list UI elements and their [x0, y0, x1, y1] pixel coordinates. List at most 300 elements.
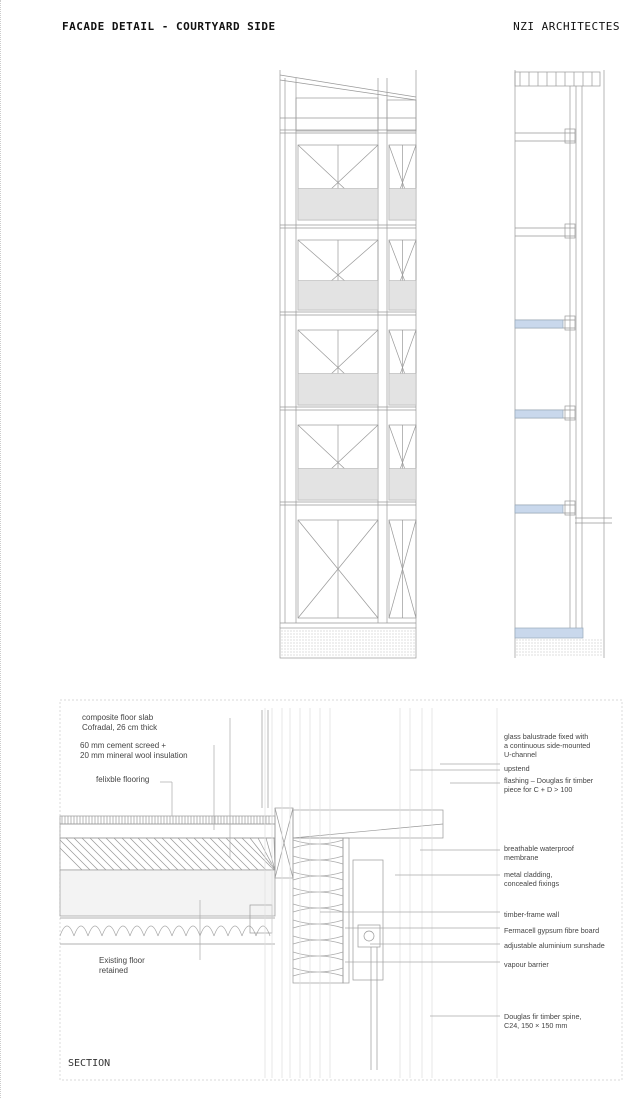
- ground-dot: [520, 640, 521, 641]
- label-timber-frame: timber-frame wall: [504, 910, 560, 919]
- ground-dot: [330, 649, 331, 650]
- hatch: [60, 840, 90, 870]
- hatch: [250, 838, 275, 870]
- ground-dot: [369, 631, 370, 632]
- ground-dot: [297, 637, 298, 638]
- ground-dot: [550, 643, 551, 644]
- ground-dot: [282, 643, 283, 644]
- ground-dot: [547, 649, 548, 650]
- ground-dot: [384, 634, 385, 635]
- ground-dot: [381, 652, 382, 653]
- ground-dot: [333, 640, 334, 641]
- window-swing: [338, 240, 378, 275]
- ground-dot: [556, 649, 557, 650]
- ground-dot: [312, 643, 313, 644]
- ground-dot: [342, 637, 343, 638]
- ground-dot: [354, 652, 355, 653]
- ground-dot: [405, 631, 406, 632]
- ground-dot: [556, 655, 557, 656]
- ground-dot: [342, 631, 343, 632]
- ground-dot: [348, 652, 349, 653]
- ground-dot: [336, 646, 337, 647]
- ground-dot: [565, 643, 566, 644]
- ground-dot: [553, 640, 554, 641]
- ground-dot: [324, 631, 325, 632]
- ground-dot: [324, 652, 325, 653]
- spandrel-panel: [389, 281, 416, 310]
- ground-dot: [408, 649, 409, 650]
- ground-dot: [348, 646, 349, 647]
- ground-dot: [369, 637, 370, 638]
- ground-dot: [306, 655, 307, 656]
- ground-dot: [408, 640, 409, 641]
- ground-dot: [339, 652, 340, 653]
- ground-dot: [553, 649, 554, 650]
- hatch: [138, 838, 170, 870]
- ground-dot: [381, 640, 382, 641]
- ground-dot: [529, 649, 530, 650]
- ground-dot: [598, 649, 599, 650]
- ground-dot: [559, 649, 560, 650]
- ground-dot: [291, 643, 292, 644]
- ground-dot: [390, 643, 391, 644]
- spandrel-panel: [389, 469, 416, 501]
- ground-dot: [285, 649, 286, 650]
- ground-dot: [330, 655, 331, 656]
- ground-dot: [297, 634, 298, 635]
- ground-dot: [303, 634, 304, 635]
- ground-dot: [300, 640, 301, 641]
- ground-dot: [297, 649, 298, 650]
- window-swing: [298, 240, 338, 275]
- roof-parapet: [515, 72, 600, 86]
- ground-dot: [396, 652, 397, 653]
- ground-dot: [399, 634, 400, 635]
- ground-dot: [288, 634, 289, 635]
- ground-dot: [414, 649, 415, 650]
- ground-dot: [282, 649, 283, 650]
- ground-dot: [357, 634, 358, 635]
- ground-dot: [378, 643, 379, 644]
- ground-dot: [568, 640, 569, 641]
- ground-dot: [345, 640, 346, 641]
- ground-dot: [523, 655, 524, 656]
- ground-dot: [408, 631, 409, 632]
- ground-dot: [294, 643, 295, 644]
- ground-dot: [405, 649, 406, 650]
- hatch: [146, 838, 178, 870]
- ground-dot: [378, 655, 379, 656]
- window-swing: [338, 145, 378, 183]
- label-floor-slab: composite floor slab Cofradal, 26 cm thick: [82, 713, 158, 732]
- ground-dot: [402, 652, 403, 653]
- top-window: [387, 100, 416, 131]
- ground-dot: [580, 649, 581, 650]
- ground-dot: [348, 643, 349, 644]
- ground-dot: [414, 655, 415, 656]
- ground-dot: [562, 652, 563, 653]
- label-flashing: flashing – Douglas fir timber piece for C + D > 100: [504, 776, 594, 794]
- ground-dot: [535, 655, 536, 656]
- ground-dot: [532, 646, 533, 647]
- facade-section: [515, 70, 612, 658]
- ground-dot: [363, 649, 364, 650]
- ground-dot: [336, 649, 337, 650]
- ground-dot: [411, 637, 412, 638]
- ground-dot: [291, 646, 292, 647]
- ground-dot: [318, 634, 319, 635]
- ground-dot: [333, 649, 334, 650]
- ground-dot: [360, 649, 361, 650]
- ground-dot: [336, 640, 337, 641]
- slab-insulation: [515, 320, 563, 328]
- ground-dot: [393, 646, 394, 647]
- ground-dot: [330, 637, 331, 638]
- ground-dot: [315, 655, 316, 656]
- ground-dot: [312, 637, 313, 638]
- ground-dot: [387, 634, 388, 635]
- ground-dot: [333, 637, 334, 638]
- ground-dot: [559, 640, 560, 641]
- ground-dot: [390, 631, 391, 632]
- ground-dot: [354, 640, 355, 641]
- ground-dot: [351, 637, 352, 638]
- ground-dot: [547, 652, 548, 653]
- ground-dot: [541, 655, 542, 656]
- window-swing: [403, 330, 417, 368]
- ground-dot: [309, 652, 310, 653]
- ground-dot: [315, 646, 316, 647]
- window-swing: [298, 330, 338, 368]
- ground-dot: [381, 634, 382, 635]
- window-swing: [298, 145, 338, 183]
- ground-dot: [595, 652, 596, 653]
- ground-dot: [595, 655, 596, 656]
- hatch: [82, 838, 114, 870]
- ground-dot: [375, 655, 376, 656]
- ground-dot: [553, 652, 554, 653]
- ground-dot: [402, 646, 403, 647]
- ground-dot: [306, 640, 307, 641]
- ground-dot: [414, 634, 415, 635]
- ground-dot: [402, 634, 403, 635]
- ground-dot: [571, 640, 572, 641]
- ground-dot: [520, 649, 521, 650]
- ground-dot: [601, 643, 602, 644]
- ground-dot: [387, 652, 388, 653]
- ground-dot: [327, 640, 328, 641]
- ground-dot: [538, 649, 539, 650]
- window-swing: [403, 520, 417, 569]
- ground-dot: [408, 634, 409, 635]
- ground-dot: [544, 646, 545, 647]
- ground-dot: [369, 655, 370, 656]
- ground-dot: [369, 634, 370, 635]
- ground-dot: [366, 640, 367, 641]
- flashing-piece: [293, 810, 443, 838]
- ground-dot: [523, 646, 524, 647]
- ground-dot: [300, 643, 301, 644]
- ground-dot: [285, 640, 286, 641]
- ground-dot: [348, 634, 349, 635]
- ground-dot: [532, 649, 533, 650]
- ground-dot: [324, 649, 325, 650]
- ground-dot: [369, 649, 370, 650]
- ground-dot: [523, 643, 524, 644]
- ground-dot: [574, 655, 575, 656]
- ground-dot: [372, 652, 373, 653]
- ground-dot: [333, 646, 334, 647]
- ground-dot: [312, 634, 313, 635]
- ground-dot: [354, 637, 355, 638]
- ground-dot: [351, 652, 352, 653]
- ground-dot: [297, 652, 298, 653]
- window-swing: [389, 425, 403, 463]
- ground-dot: [517, 646, 518, 647]
- ground-dot: [327, 631, 328, 632]
- ground-dot: [577, 649, 578, 650]
- hatch: [178, 838, 210, 870]
- ground-dot: [360, 643, 361, 644]
- window-swing: [389, 569, 403, 618]
- ground-dot: [318, 637, 319, 638]
- hatch: [258, 838, 275, 870]
- ground-dot: [580, 640, 581, 641]
- ground-dot: [535, 640, 536, 641]
- ground-dot: [529, 652, 530, 653]
- ground-dot: [529, 640, 530, 641]
- spandrel-panel: [298, 469, 378, 501]
- ground-dot: [529, 646, 530, 647]
- ground-dot: [315, 640, 316, 641]
- ground-dot: [589, 643, 590, 644]
- ground-dot: [369, 640, 370, 641]
- ground-dot: [369, 643, 370, 644]
- ground-dot: [405, 643, 406, 644]
- ground-dot: [354, 649, 355, 650]
- ground-dot: [342, 652, 343, 653]
- ground-dot: [375, 634, 376, 635]
- ground-dot: [294, 637, 295, 638]
- ground-dot: [577, 655, 578, 656]
- ground-dot: [589, 655, 590, 656]
- ground-dot: [282, 637, 283, 638]
- ground-dot: [327, 637, 328, 638]
- hatch: [122, 838, 154, 870]
- ground-dot: [288, 637, 289, 638]
- ground-dot: [321, 637, 322, 638]
- ground-dot: [565, 646, 566, 647]
- ground-dot: [393, 643, 394, 644]
- ground-dot: [294, 646, 295, 647]
- hatch: [210, 838, 242, 870]
- ground-dot: [562, 655, 563, 656]
- ground-dot: [592, 655, 593, 656]
- ground-dot: [529, 655, 530, 656]
- ground-dot: [577, 640, 578, 641]
- ground-dot: [378, 649, 379, 650]
- ground-dot: [333, 634, 334, 635]
- ground-dot: [339, 649, 340, 650]
- hatch: [194, 838, 226, 870]
- ground-dot: [523, 640, 524, 641]
- ground-dot: [565, 649, 566, 650]
- ground-dot: [324, 634, 325, 635]
- ground-dot: [330, 640, 331, 641]
- ground-dot: [538, 643, 539, 644]
- ground-dot: [405, 640, 406, 641]
- ground-dot: [396, 646, 397, 647]
- ground-dot: [595, 649, 596, 650]
- ground-dot: [321, 655, 322, 656]
- ground-dot: [550, 649, 551, 650]
- ground-dot: [396, 655, 397, 656]
- ground-dot: [601, 646, 602, 647]
- ground-dot: [345, 646, 346, 647]
- roof-line: [280, 75, 416, 97]
- ground-dot: [342, 643, 343, 644]
- spandrel-panel: [389, 189, 416, 221]
- ground-dot: [321, 652, 322, 653]
- ground-dot: [291, 655, 292, 656]
- ground-dot: [360, 640, 361, 641]
- ground-dot: [568, 652, 569, 653]
- ground-dot: [300, 655, 301, 656]
- ground-dot: [354, 631, 355, 632]
- ground-dot: [375, 640, 376, 641]
- ground-dot: [285, 637, 286, 638]
- ground-dot: [405, 646, 406, 647]
- ground-dot: [586, 640, 587, 641]
- ground-dot: [372, 634, 373, 635]
- window-swing: [338, 520, 378, 569]
- ground-dot: [393, 631, 394, 632]
- ground-dot: [303, 652, 304, 653]
- ground-dot: [559, 643, 560, 644]
- ground-dot: [574, 652, 575, 653]
- insulation-wave: [88, 926, 102, 936]
- window-swing: [389, 240, 403, 275]
- ground-dot: [375, 631, 376, 632]
- insulation-wave: [130, 926, 144, 936]
- ground-dot: [414, 631, 415, 632]
- ground-dot: [303, 631, 304, 632]
- ground-dot: [402, 631, 403, 632]
- ground-dot: [393, 655, 394, 656]
- ground-dot: [598, 640, 599, 641]
- ground-dot: [601, 640, 602, 641]
- ground-dot: [315, 637, 316, 638]
- ground-dot: [336, 637, 337, 638]
- ground-dot: [577, 646, 578, 647]
- ground-dot: [345, 634, 346, 635]
- ground-dot: [411, 643, 412, 644]
- ground-dot: [318, 640, 319, 641]
- ground-dot: [366, 655, 367, 656]
- ground-dot: [357, 655, 358, 656]
- ground-dot: [580, 643, 581, 644]
- ground-dot: [366, 637, 367, 638]
- label-balustrade: glass balustrade fixed with a continuous side-mounted U-channel: [504, 732, 591, 759]
- ground-dot: [315, 649, 316, 650]
- ground-dot: [520, 655, 521, 656]
- ground-dot: [300, 634, 301, 635]
- ground-dot: [568, 646, 569, 647]
- ground-dot: [315, 652, 316, 653]
- ground-dot: [393, 637, 394, 638]
- ground-dot: [526, 649, 527, 650]
- ground-dot: [583, 652, 584, 653]
- ground-dot: [583, 643, 584, 644]
- insulation-wave: [60, 926, 74, 936]
- ground-dot: [345, 643, 346, 644]
- ground-dot: [321, 646, 322, 647]
- hatch: [266, 838, 275, 870]
- ground-dot: [535, 652, 536, 653]
- ground-dot: [375, 637, 376, 638]
- label-timber-spine: Douglas fir timber spine, C24, 150 × 150 mm: [504, 1012, 582, 1030]
- ground-dot: [592, 640, 593, 641]
- ground-dot: [550, 646, 551, 647]
- ground-dot: [571, 649, 572, 650]
- ground-dot: [541, 646, 542, 647]
- insulation-wave: [293, 920, 343, 928]
- ground-dot: [294, 655, 295, 656]
- ground-dot: [339, 634, 340, 635]
- ground-dot: [541, 643, 542, 644]
- ground-dot: [384, 631, 385, 632]
- ground-dot: [517, 652, 518, 653]
- ground-dot: [529, 643, 530, 644]
- ground-dot: [411, 640, 412, 641]
- hatch: [98, 838, 130, 870]
- ground-dot: [375, 649, 376, 650]
- ground-dot: [396, 643, 397, 644]
- ground-dot: [544, 643, 545, 644]
- ground-dot: [297, 643, 298, 644]
- ground-dot: [372, 637, 373, 638]
- ground-dot: [330, 646, 331, 647]
- insulation-wave: [200, 926, 214, 936]
- ground-dot: [402, 643, 403, 644]
- ground-dot: [291, 649, 292, 650]
- ground-dot: [520, 652, 521, 653]
- ground-dot: [366, 631, 367, 632]
- ground-dot: [330, 634, 331, 635]
- ground-dot: [535, 646, 536, 647]
- ground-dot: [553, 643, 554, 644]
- ground-dot: [384, 649, 385, 650]
- label-fermacell: Fermacell gypsum fibre board: [504, 926, 600, 935]
- ground-dot: [408, 652, 409, 653]
- ground-dot: [396, 640, 397, 641]
- ground-dot: [333, 652, 334, 653]
- ground-dot: [387, 643, 388, 644]
- ground-dot: [357, 643, 358, 644]
- ground-dot: [375, 646, 376, 647]
- ground-dot: [526, 646, 527, 647]
- ground-dot: [408, 643, 409, 644]
- ground-dot: [396, 631, 397, 632]
- ground-dot: [405, 652, 406, 653]
- ground-dot: [411, 655, 412, 656]
- ground-dot: [297, 655, 298, 656]
- ground-dot: [336, 643, 337, 644]
- hatch: [202, 838, 234, 870]
- ground-dot: [366, 643, 367, 644]
- insulation-wave: [293, 904, 343, 912]
- hatch: [106, 838, 138, 870]
